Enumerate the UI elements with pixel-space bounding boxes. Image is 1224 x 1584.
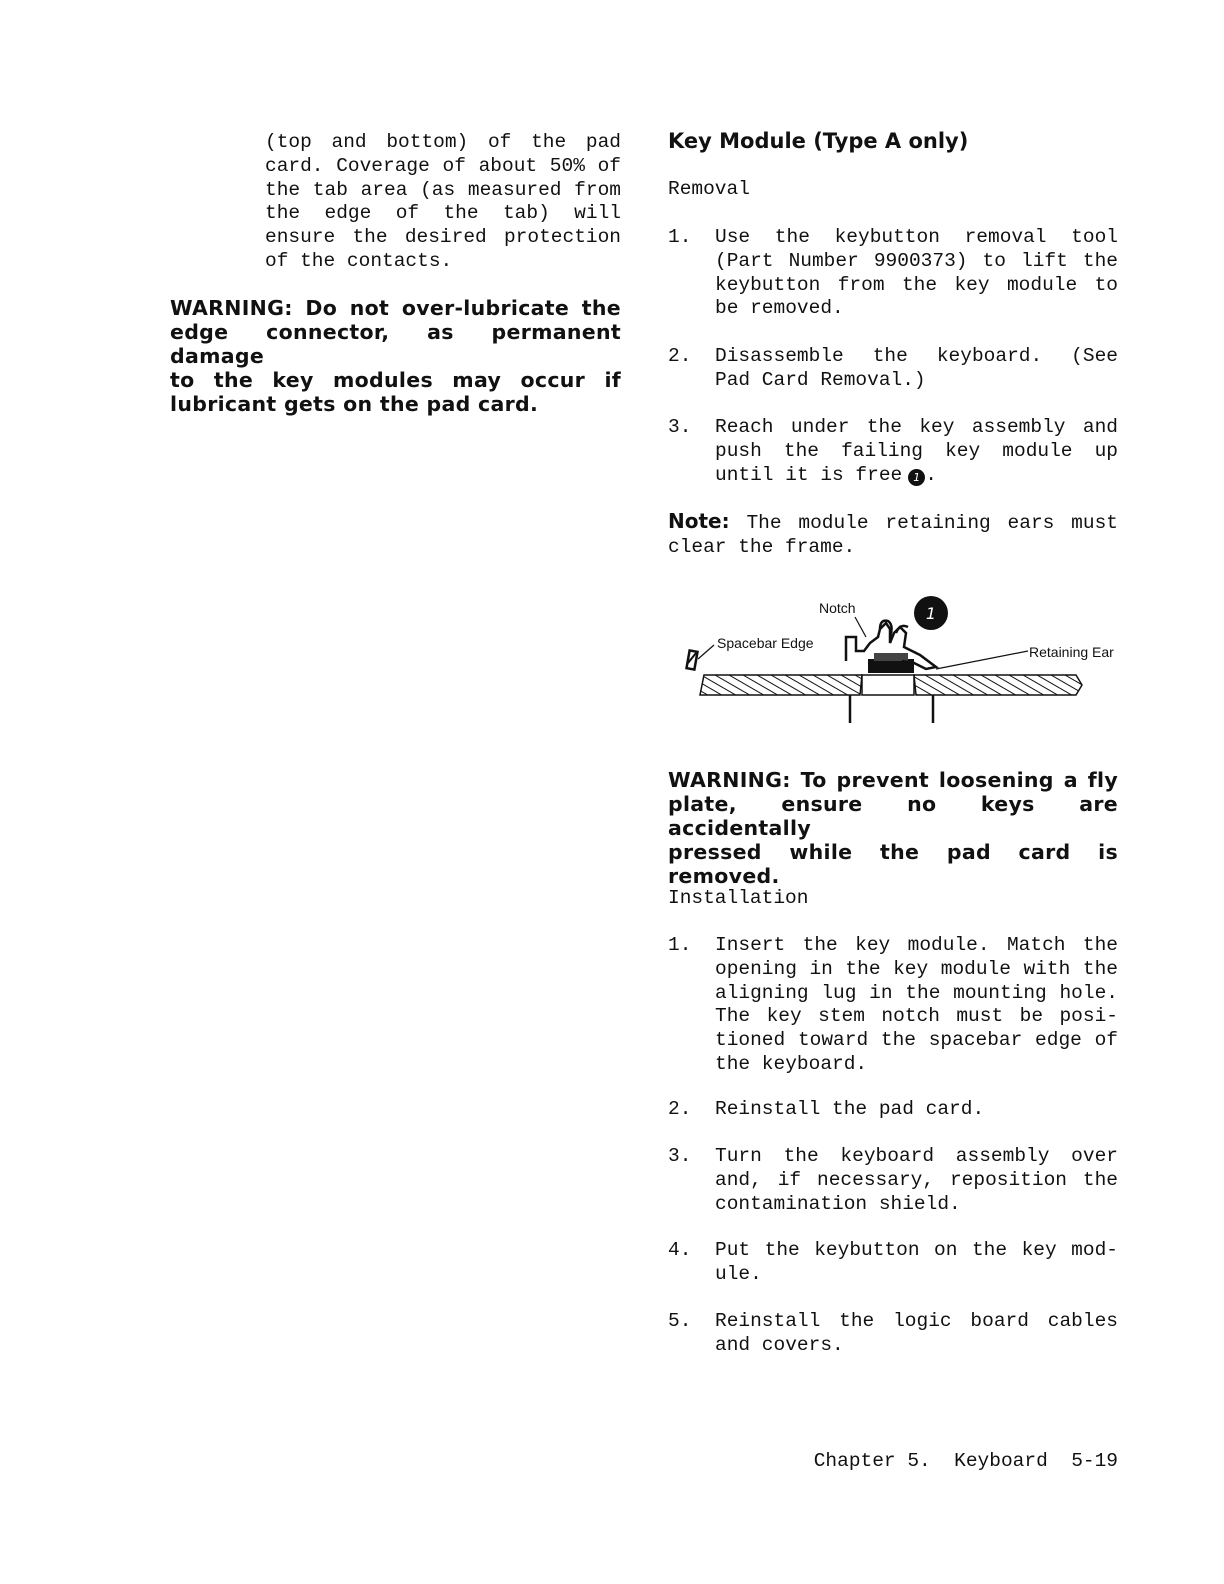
warning-line: removed. (668, 864, 780, 888)
warning-line: WARNING: To prevent loosening a fly (668, 768, 1118, 792)
retaining-ear-leader (936, 651, 1028, 669)
removal-subheading: Removal (668, 178, 750, 200)
warning-line: plate, ensure no keys are accidentally (668, 792, 1118, 840)
step-line: Disassemble the keyboard. (See (715, 345, 1118, 367)
callout-1-number: 1 (925, 604, 937, 623)
lubrication-warning (170, 296, 621, 416)
step-line: Reinstall the logic board cables (715, 1310, 1118, 1332)
text-line: ensure the desired protection (265, 226, 621, 249)
page-footer (810, 1450, 1118, 1474)
text-line: the edge of the tab) will (265, 202, 621, 225)
installation-step-1 (668, 934, 1118, 1077)
frame-plate-right (914, 675, 1082, 695)
fly-plate-warning (668, 768, 1118, 888)
text-line: of the contacts. (265, 249, 453, 272)
note-text: The module retaining ears must (746, 512, 1118, 534)
installation-step-4 (668, 1239, 1118, 1287)
left-continuation-paragraph (265, 131, 621, 274)
note-line-2: clear the frame. (668, 535, 856, 558)
installation-step-3 (668, 1145, 1118, 1216)
step-number: 1. (668, 226, 692, 248)
module-body (862, 675, 914, 695)
step-line-with-callout (715, 464, 1118, 488)
step-line: opening in the key module with the (715, 957, 1118, 980)
step-line: keybutton from the key module to (715, 273, 1118, 296)
installation-subheading: Installation (668, 887, 809, 909)
warning-line: to the key modules may occur if (170, 368, 621, 392)
step-line: Put the keybutton on the key mod- (715, 1239, 1118, 1261)
step-line: Pad Card Removal.) (715, 368, 926, 391)
step-number: 3. (668, 416, 692, 438)
step-line: and covers. (715, 1333, 844, 1356)
step-line: aligning lug in the mounting hole. (715, 981, 1118, 1004)
step-number: 2. (668, 1098, 692, 1120)
key-module-diagram (684, 593, 1130, 729)
removal-step-2 (668, 345, 1118, 393)
text-line: card. Coverage of about 50% of (265, 154, 621, 177)
installation-step-2 (668, 1098, 1118, 1122)
step-line: Reinstall the pad card. (715, 1098, 985, 1120)
spacebar-edge-label: Spacebar Edge (717, 635, 814, 651)
removal-step-3 (668, 416, 1118, 487)
step-line: ule. (715, 1262, 762, 1285)
note (668, 510, 1118, 560)
step-number: 1. (668, 934, 692, 956)
step-line: (Part Number 9900373) to lift the (715, 249, 1118, 272)
retaining-ear-label: Retaining Ear (1029, 644, 1114, 660)
removal-step-1 (668, 226, 1118, 321)
spacebar-edge-marker (686, 645, 714, 670)
warning-line: edge connector, as permanent damage (170, 320, 621, 368)
step-line: the keyboard. (715, 1052, 868, 1075)
page-number: 5-19 (1071, 1450, 1118, 1472)
step-line: be removed. (715, 297, 844, 320)
frame-plate-left (700, 675, 862, 695)
text-line: the tab area (as measured from (265, 178, 621, 201)
note-line-1 (668, 510, 1118, 536)
step-line: Insert the key module. Match the (715, 934, 1118, 956)
step-number: 4. (668, 1239, 692, 1261)
callout-1-icon: 1 (908, 469, 925, 486)
step-line: The key stem notch must be posi- (715, 1005, 1118, 1028)
text-line: (top and bottom) of the pad (265, 131, 621, 153)
step-number: 5. (668, 1310, 692, 1332)
footer-title: Keyboard (954, 1450, 1048, 1472)
step-line: push the failing key module up (715, 439, 1118, 462)
note-label: Note: (668, 509, 730, 533)
installation-step-5 (668, 1310, 1118, 1358)
key-module-shape (846, 621, 936, 673)
warning-line: lubricant gets on the pad card. (170, 392, 539, 416)
step-line: and, if necessary, reposition the (715, 1168, 1118, 1191)
notch-leader (855, 617, 866, 637)
step-number: 3. (668, 1145, 692, 1167)
step-suffix: . (925, 463, 937, 486)
warning-line: WARNING: Do not over-lubricate the (170, 296, 621, 320)
step-line: Turn the keyboard assembly over (715, 1145, 1118, 1167)
step-line: Use the keybutton removal tool (715, 226, 1118, 248)
step-number: 2. (668, 345, 692, 367)
warning-line: pressed while the pad card is (668, 840, 1118, 864)
step-line: contamination shield. (715, 1192, 961, 1215)
footer-chapter: Chapter 5. (813, 1450, 931, 1472)
step-line: Reach under the key assembly and (715, 416, 1118, 438)
step-line: tioned toward the spacebar edge of (715, 1029, 1118, 1052)
section-heading: Key Module (Type A only) (668, 129, 969, 153)
step-line: until it is free (715, 463, 903, 486)
notch-label: Notch (819, 600, 856, 616)
